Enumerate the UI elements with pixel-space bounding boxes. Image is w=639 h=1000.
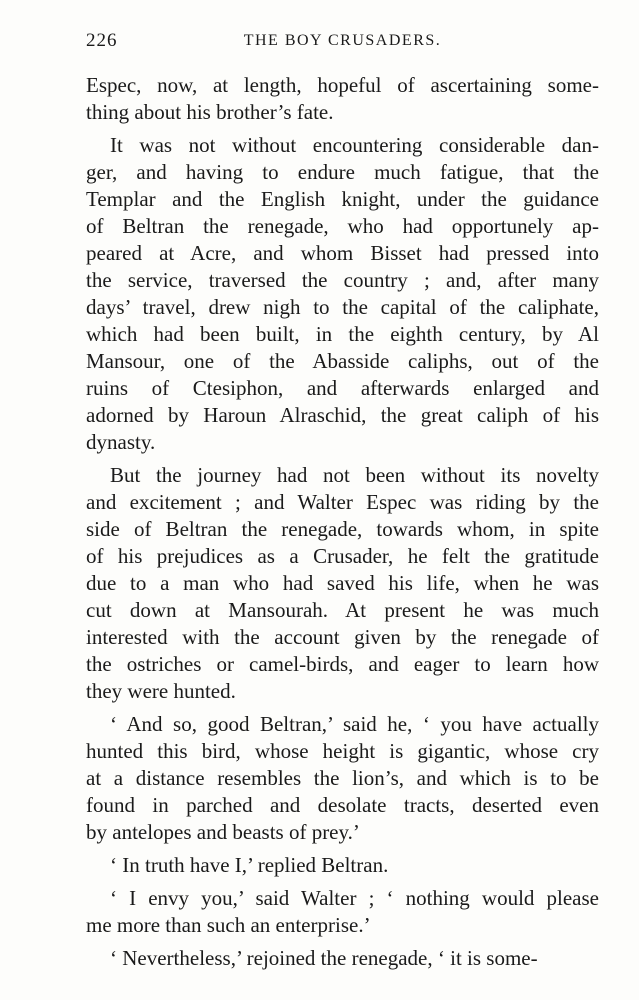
paragraph (86, 945, 599, 972)
text-line: It was not without encountering considerable dan- (110, 133, 599, 157)
paragraph (86, 711, 599, 846)
text-line: Espec, now, at length, hopeful of ascertaining some- (86, 73, 599, 97)
paragraph (86, 462, 599, 705)
text-line: ‘ I envy you,’ said Walter ; ‘ nothing would please (110, 886, 599, 910)
text-line: which had been built, in the eighth century, by Al (86, 322, 599, 346)
text-line: ruins of Ctesiphon, and afterwards enlarged and (86, 376, 599, 400)
text-line: Mansour, one of the Abasside caliphs, out of the (86, 349, 599, 373)
paragraph (86, 72, 599, 126)
text-line: and excitement ; and Walter Espec was riding by the (86, 490, 599, 514)
text-line: dynasty. (86, 430, 156, 454)
paragraph (86, 885, 599, 939)
text-line: cut down at Mansourah. At present he was much (86, 598, 599, 622)
paragraph (86, 852, 599, 879)
text-line: ‘ And so, good Beltran,’ said he, ‘ you have actually (110, 712, 599, 736)
text-line: hunted this bird, whose height is gigantic, whose cry (86, 739, 599, 763)
page-number: 226 (86, 30, 118, 51)
text-line: of Beltran the renegade, who had opportunely ap- (86, 214, 599, 238)
page-header (86, 30, 599, 56)
text-line: the ostriches or camel-birds, and eager to learn how (86, 652, 599, 676)
text-line: due to a man who had saved his life, when he was (86, 571, 599, 595)
text-line: Templar and the English knight, under the guidance (86, 187, 599, 211)
text-line: by antelopes and beasts of prey.’ (86, 820, 360, 844)
paragraph (86, 132, 599, 456)
text-line: ‘ In truth have I,’ replied Beltran. (110, 853, 389, 877)
body-text (86, 72, 599, 972)
text-line: ‘ Nevertheless,’ rejoined the renegade, ‘ it is some- (110, 946, 538, 970)
text-line: at a distance resembles the lion’s, and which is to be (86, 766, 599, 790)
text-line: ger, and having to endure much fatigue, that the (86, 160, 599, 184)
text-line: they were hunted. (86, 679, 236, 703)
text-line: of his prejudices as a Crusader, he felt the gratitude (86, 544, 599, 568)
text-line: side of Beltran the renegade, towards whom, in spite (86, 517, 599, 541)
text-line: adorned by Haroun Alraschid, the great caliph of his (86, 403, 599, 427)
text-line: me more than such an enterprise.’ (86, 913, 371, 937)
text-line: interested with the account given by the renegade of (86, 625, 599, 649)
text-line: days’ travel, drew nigh to the capital of the caliphate, (86, 295, 599, 319)
text-line: thing about his brother’s fate. (86, 100, 334, 124)
text-line: But the journey had not been without its novelty (110, 463, 599, 487)
running-head: THE BOY CRUSADERS. (243, 32, 442, 49)
text-line: the service, traversed the country ; and, after many (86, 268, 599, 292)
text-line: found in parched and desolate tracts, deserted even (86, 793, 599, 817)
text-line: peared at Acre, and whom Bisset had pressed into (86, 241, 599, 265)
